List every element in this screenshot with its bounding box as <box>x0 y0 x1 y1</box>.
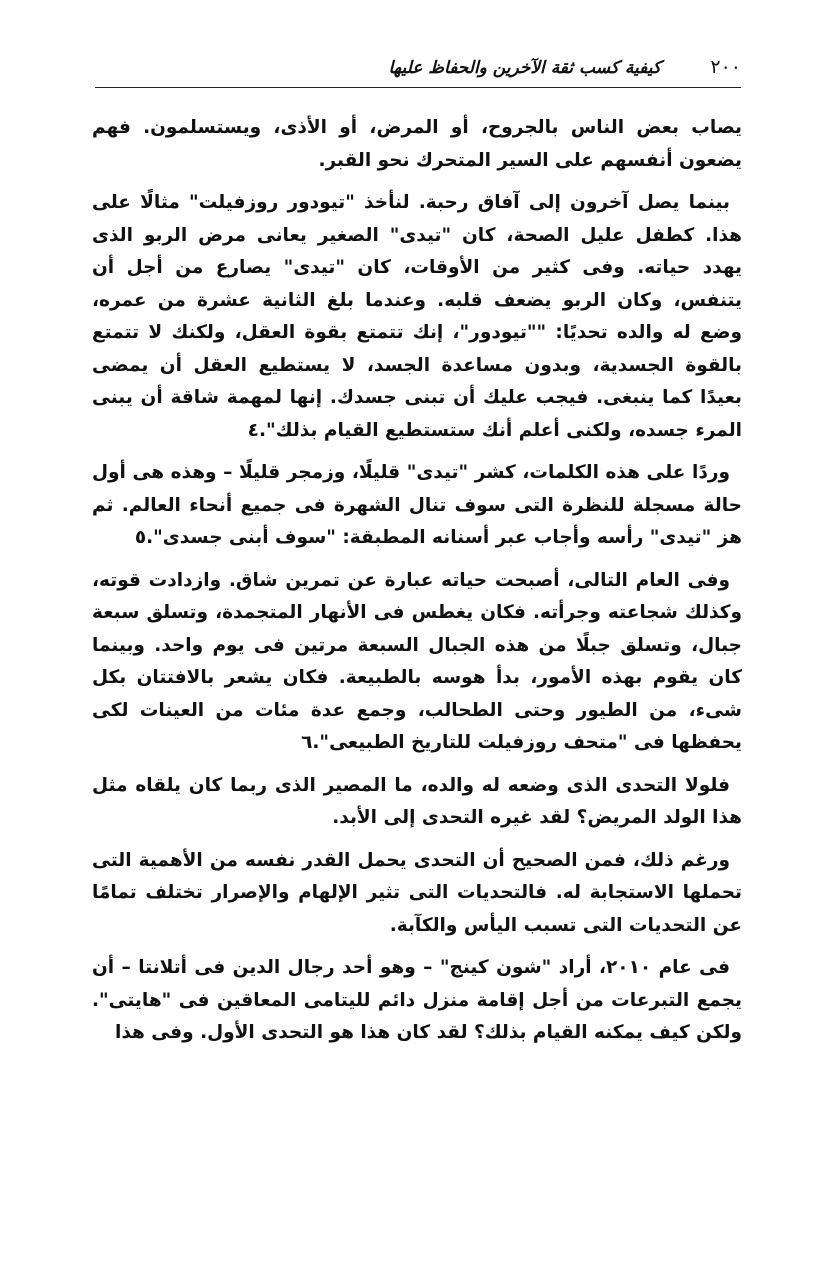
paragraph-4: وفى العام التالى، أصبحت حياته عبارة عن تمرين شاق. وازدادت قوته، وكذلك شجاعته وجرأته. فكان يغطس فى الأنهار المتجمدة، وتسلق سبعة جبال، وتسلق جبلًا من هذه الجبال السبعة مرتين فى يوم واحد. وبينما كان يقوم بهذه الأمور، بدأ هوسه بالطبيعة. فكان يشعر بالافتتان بكل شىء، من الطيور وحتى الطحالب، وجمع عدة مئات من العينات لكى يحفظها فى "متحف روزفيلت للتاريخ الطبيعى".٦ <box>92 569 742 753</box>
page-number: ٢٠٠ <box>710 56 741 78</box>
paragraph-5: فلولا التحدى الذى وضعه له والده، ما المصير الذى ربما كان يلقاه مثل هذا الولد المريض؟ لقد غيره التحدى إلى الأبد. <box>92 774 742 828</box>
running-header <box>95 52 741 88</box>
paragraph-2: بينما يصل آخرون إلى آفاق رحبة. لنأخذ "تيودور روزفيلت" مثالًا على هذا. كطفل عليل الصحة، كان "تيدى" الصغير يعانى مرض الربو الذى يهدد حياته. وفى كثير من الأوقات، كان "تيدى" يصارع من أجل أن يتنفس، وكان الربو يضعف قلبه. وعندما بلغ الثانية عشرة من عمره، وضع له والده تحديًا: ""تيودور"، إنك تتمتع بقوة العقل، ولكنك لا تتمتع بالقوة الجسدية، وبدون مساعدة الجسد، لا يستطيع العقل أن يمضى بعيدًا كما ينبغى. فيجب عليك أن تبنى جسدك. إنها لمهمة شاقة أن يبنى المرء جسده، ولكنى أعلم أنك ستستطيع القيام بذلك".٤ <box>92 192 742 441</box>
header-rule <box>95 87 741 88</box>
body-text <box>92 112 742 1060</box>
paragraph-1: يصاب بعض الناس بالجروح، أو المرض، أو الأذى، ويستسلمون. فهم يضعون أنفسهم على السير المتحرك نحو القبر. <box>92 117 742 171</box>
paragraph-7: فى عام ٢٠١٠، أراد "شون كينج" – وهو أحد رجال الدين فى أتلانتا – أن يجمع التبرعات من أجل إقامة منزل دائم لليتامى المعاقين فى "هايتى". ولكن كيف يمكنه القيام بذلك؟ لقد كان هذا هو التحدى الأول. وفى هذا <box>92 957 742 1043</box>
paragraph-6: ورغم ذلك، فمن الصحيح أن التحدى يحمل القدر نفسه من الأهمية التى تحملها الاستجابة له. فالتحديات التى تثير الإلهام والإصرار تختلف تمامًا عن التحديات التى تسبب اليأس والكآبة. <box>92 849 742 936</box>
running-title: كيفية كسب ثقة الآخرين والحفاظ عليها <box>388 58 661 78</box>
paragraph-3: وردًا على هذه الكلمات، كشر "تيدى" قليلًا، وزمجر قليلًا – وهذه هى أول حالة مسجلة للنظرة التى سوف تنال الشهرة فى جميع أنحاء العالم. ثم هز "تيدى" رأسه وأجاب عبر أسنانه المطبقة: "سوف أبنى جسدى".٥ <box>92 462 742 548</box>
